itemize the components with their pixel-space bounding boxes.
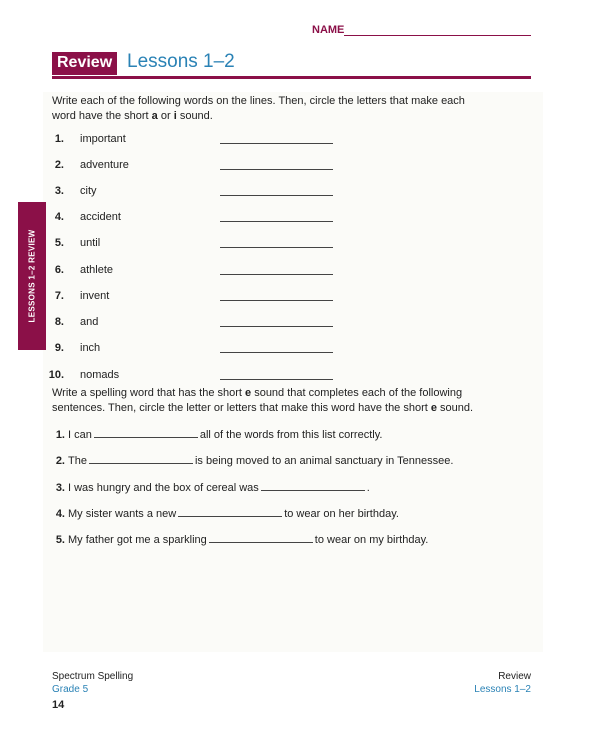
item-number: 4. (55, 508, 65, 520)
answer-line[interactable] (220, 195, 333, 196)
answer-line[interactable] (261, 480, 365, 491)
title-rule (52, 76, 531, 79)
short-i-letter: i (173, 110, 177, 122)
word-text: athlete (80, 264, 114, 276)
section2-instruction-line1: Write a spelling word that has the short (52, 387, 246, 399)
name-field-line[interactable] (344, 35, 531, 36)
word-text: invent (80, 290, 110, 302)
answer-line[interactable] (178, 506, 282, 517)
item-number: 5. (54, 237, 64, 249)
item-number: 9. (54, 342, 64, 354)
name-label: NAME (312, 24, 345, 36)
item-number: 2. (55, 455, 65, 467)
section1-instruction-line1: Write each of the following words on the lines. Then, circle the letters that make each (52, 95, 465, 107)
answer-line[interactable] (94, 427, 198, 438)
review-tag: Review (52, 52, 117, 75)
side-tab-label: LESSONS 1–2 REVIEW (27, 229, 37, 323)
word-text: until (80, 237, 101, 249)
word-text: adventure (80, 159, 129, 171)
item-number: 5. (55, 534, 65, 546)
answer-line[interactable] (220, 247, 333, 248)
sentence-start: The (68, 455, 87, 467)
sound-text: sound. (437, 402, 474, 414)
word-text: city (80, 185, 97, 197)
section1-instruction (52, 94, 532, 124)
word-text: accident (80, 211, 121, 223)
sentence-start: I was hungry and the box of cereal was (68, 482, 259, 494)
word-text: inch (80, 342, 101, 354)
answer-line[interactable] (220, 352, 333, 353)
item-number: 6. (54, 264, 64, 276)
item-number: 4. (54, 211, 64, 223)
item-number: 1. (54, 133, 64, 145)
footer-section: Review (498, 671, 531, 682)
short-e-letter: e (245, 387, 252, 399)
footer-lessons: Lessons 1–2 (474, 684, 531, 695)
item-number: 3. (54, 185, 64, 197)
sentence-item (40, 453, 453, 468)
answer-line[interactable] (220, 169, 333, 170)
section2-instruction-line1-end: sound that completes each of the following (251, 387, 463, 399)
sentence-end: . (366, 482, 370, 494)
sentence-item (40, 506, 399, 521)
answer-line[interactable] (209, 532, 313, 543)
sentence-start: I can (68, 429, 92, 441)
sound-text: sound. (176, 110, 213, 122)
word-text: and (80, 316, 99, 328)
item-number: 10. (48, 369, 64, 381)
sentence-end: is being moved to an animal sanctuary in Tennessee. (194, 455, 454, 467)
item-number: 3. (55, 482, 65, 494)
sentence-item (40, 532, 428, 547)
sentence-start: My sister wants a new (68, 508, 177, 520)
section2-instruction (52, 386, 532, 416)
item-number: 8. (54, 316, 64, 328)
item-number: 2. (54, 159, 64, 171)
answer-line[interactable] (220, 379, 333, 380)
short-a-letter: a (151, 110, 158, 122)
answer-line[interactable] (220, 274, 333, 275)
page-title: Lessons 1–2 (127, 51, 235, 72)
answer-line[interactable] (89, 453, 193, 464)
sentence-end: all of the words from this list correctly. (199, 429, 383, 441)
item-number: 7. (54, 290, 64, 302)
sentence-item (40, 480, 370, 495)
answer-line[interactable] (220, 326, 333, 327)
footer-book-title: Spectrum Spelling (52, 671, 134, 682)
answer-line[interactable] (220, 143, 333, 144)
sentence-end: to wear on my birthday. (314, 534, 429, 546)
or-text: or (157, 110, 174, 122)
word-text: important (80, 133, 126, 145)
answer-line[interactable] (220, 300, 333, 301)
answer-line[interactable] (220, 221, 333, 222)
section1-instruction-line2: word have the short (52, 110, 152, 122)
sentence-end: to wear on her birthday. (284, 508, 399, 520)
word-text: nomads (80, 369, 120, 381)
sentence-start: My father got me a sparkling (68, 534, 207, 546)
section2-instruction-line2: sentences. Then, circle the letter or letters that make this word have the short (52, 402, 431, 414)
sentence-item (40, 427, 382, 442)
short-e-letter: e (430, 402, 437, 414)
footer-grade: Grade 5 (52, 684, 89, 695)
page-number: 14 (52, 699, 65, 711)
item-number: 1. (55, 429, 65, 441)
